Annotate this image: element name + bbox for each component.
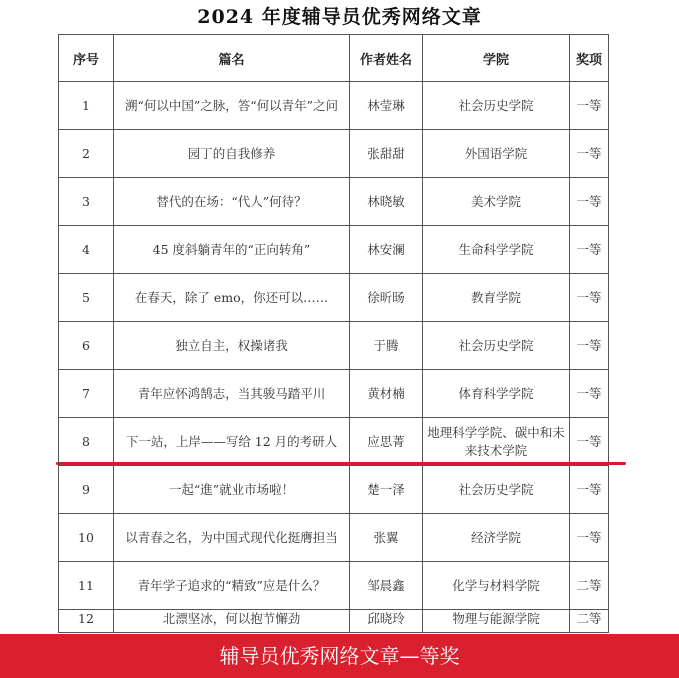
- header-no: 序号: [59, 35, 114, 82]
- college-name: 物理与能源学院: [423, 610, 570, 633]
- college-name: 美术学院: [423, 178, 570, 226]
- table-row: [59, 466, 609, 514]
- award-level: 二等: [570, 610, 609, 633]
- college-name: 经济学院: [423, 514, 570, 562]
- author-name: 黄材楠: [350, 370, 423, 418]
- header-award: 奖项: [570, 35, 609, 82]
- author-name: 林莹琳: [350, 82, 423, 130]
- award-level: 一等: [570, 370, 609, 418]
- row-number: 11: [59, 562, 114, 610]
- author-name: 楚一泽: [350, 466, 423, 514]
- author-name: 邹晨鑫: [350, 562, 423, 610]
- header-title: 篇名: [114, 35, 350, 82]
- college-name: 体育科学学院: [423, 370, 570, 418]
- author-name: 邱晓玲: [350, 610, 423, 633]
- article-title: 在春天，除了 emo，你还可以……: [114, 274, 350, 322]
- article-title: 北漂坚冰，何以抱节懈劲: [114, 610, 350, 633]
- table-row: [59, 370, 609, 418]
- table-row: [59, 562, 609, 610]
- college-name: 外国语学院: [423, 130, 570, 178]
- table-row: [59, 130, 609, 178]
- table-row: [59, 418, 609, 466]
- highlight-underline: [56, 462, 626, 465]
- award-level: 一等: [570, 514, 609, 562]
- row-number: 10: [59, 514, 114, 562]
- table-row: [59, 178, 609, 226]
- article-title: 一起“進”就业市场啦！: [114, 466, 350, 514]
- row-number: 5: [59, 274, 114, 322]
- award-level: 一等: [570, 178, 609, 226]
- row-number: 4: [59, 226, 114, 274]
- award-level: 一等: [570, 274, 609, 322]
- article-title: 独立自主，权操诸我: [114, 322, 350, 370]
- row-number: 1: [59, 82, 114, 130]
- header-college: 学院: [423, 35, 570, 82]
- row-number: 6: [59, 322, 114, 370]
- article-title: 替代的在场：“代人”何待？: [114, 178, 350, 226]
- row-number: 7: [59, 370, 114, 418]
- author-name: 于腾: [350, 322, 423, 370]
- table-row: [59, 610, 609, 633]
- article-title: 园丁的自我修养: [114, 130, 350, 178]
- article-title: 溯“何以中国”之脉，答“何以青年”之问: [114, 82, 350, 130]
- awards-table: [58, 34, 609, 633]
- table-row: [59, 514, 609, 562]
- college-name: 社会历史学院: [423, 82, 570, 130]
- table-row: [59, 82, 609, 130]
- header-author: 作者姓名: [350, 35, 423, 82]
- award-level: 一等: [570, 322, 609, 370]
- row-number: 9: [59, 466, 114, 514]
- college-name: 社会历史学院: [423, 322, 570, 370]
- author-name: 林安澜: [350, 226, 423, 274]
- row-number: 2: [59, 130, 114, 178]
- row-number: 3: [59, 178, 114, 226]
- award-level: 一等: [570, 82, 609, 130]
- award-level: 一等: [570, 130, 609, 178]
- award-level: 二等: [570, 562, 609, 610]
- award-level: 一等: [570, 418, 609, 466]
- table-row: [59, 322, 609, 370]
- table-body: [59, 82, 609, 633]
- table-header-row: [59, 35, 609, 82]
- article-title: 下一站，上岸——写给 12 月的考研人: [114, 418, 350, 466]
- award-level: 一等: [570, 226, 609, 274]
- college-name: 地理科学学院、碳中和未来技术学院: [423, 418, 570, 466]
- caption-banner: 辅导员优秀网络文章—等奖: [0, 634, 679, 678]
- college-name: 教育学院: [423, 274, 570, 322]
- award-level: 一等: [570, 466, 609, 514]
- article-title: 以青春之名，为中国式现代化挺膺担当: [114, 514, 350, 562]
- author-name: 林晓敏: [350, 178, 423, 226]
- table-row: [59, 226, 609, 274]
- table-row: [59, 274, 609, 322]
- article-title: 45 度斜躺青年的“正向转角”: [114, 226, 350, 274]
- college-name: 社会历史学院: [423, 466, 570, 514]
- row-number: 12: [59, 610, 114, 633]
- article-title: 青年应怀鸿鹄志，当其骏马踏平川: [114, 370, 350, 418]
- author-name: 张甜甜: [350, 130, 423, 178]
- college-name: 生命科学学院: [423, 226, 570, 274]
- row-number: 8: [59, 418, 114, 466]
- document-title: 2024 年度辅导员优秀网络文章: [197, 6, 482, 28]
- author-name: 徐昕旸: [350, 274, 423, 322]
- author-name: 应思菁: [350, 418, 423, 466]
- college-name: 化学与材料学院: [423, 562, 570, 610]
- author-name: 张翼: [350, 514, 423, 562]
- article-title: 青年学子追求的“精致”应是什么？: [114, 562, 350, 610]
